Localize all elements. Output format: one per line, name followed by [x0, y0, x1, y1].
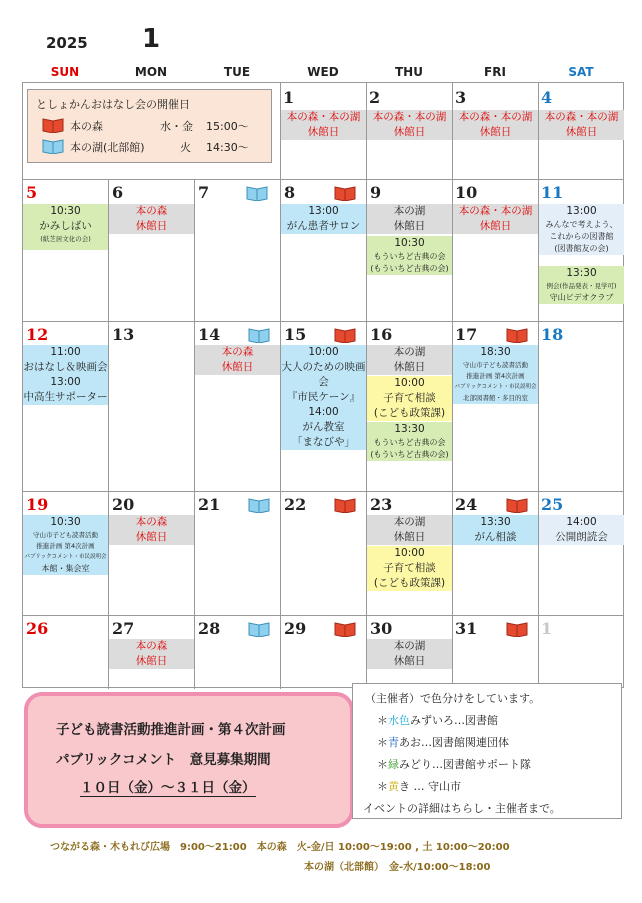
day-4: 4	[541, 88, 553, 107]
day-17: 17	[455, 325, 478, 344]
day-1: 1	[283, 88, 295, 107]
weekday-thu: THU	[395, 65, 423, 79]
red-book-icon	[506, 497, 528, 513]
footer-hours-1: つながる森・木もれび広場 9:00～21:00 本の森 火-金/日 10:00～19:00 , 土 10:00～20:00	[50, 842, 510, 853]
red-book-icon	[42, 117, 64, 133]
red-book-icon	[334, 327, 356, 343]
day-3: 3	[455, 88, 467, 107]
day-next-1: 1	[541, 619, 553, 638]
notice-line-3: １０日（金）～３１日（金）	[80, 776, 256, 797]
day-12: 12	[26, 325, 49, 344]
red-book-icon	[506, 327, 528, 343]
day-15: 15	[284, 325, 307, 344]
red-book-icon	[334, 621, 356, 637]
blue-book-icon	[42, 138, 64, 154]
legend-time-mizuumi: 14:30〜	[206, 141, 249, 154]
note-line-6: イベントの詳細はちらし・主催者まで。	[363, 802, 561, 815]
note-line-1: （主催者）で色分けをしています。	[365, 692, 541, 705]
legend-title: としょかんおはなし会の開催日	[36, 98, 190, 111]
blue-book-icon	[248, 327, 270, 343]
day-28: 28	[198, 619, 221, 638]
day-9: 9	[370, 183, 382, 202]
footer-hours-2: 本の湖（北部館） 金-水/10:00～18:00	[304, 862, 491, 873]
closed-1: 本の森・本の湖 休館日	[281, 110, 366, 140]
event-11b: 13:30 例会(作品発表・見学可) 守山ビデオクラブ	[539, 266, 624, 304]
month: 1	[142, 24, 161, 54]
day-31: 31	[455, 619, 478, 638]
weekday-fri: FRI	[484, 65, 506, 79]
day-21: 21	[198, 495, 221, 514]
event-11a: 13:00 みんなで考えよう、 これからの図書館 (図書館友の会)	[539, 204, 624, 255]
day-14: 14	[198, 325, 221, 344]
red-book-icon	[506, 621, 528, 637]
blue-book-icon	[248, 497, 270, 513]
event-12: 11:00 おはなし＆映画会 13:00 中高生サポーター	[23, 346, 108, 403]
red-book-icon	[334, 185, 356, 201]
closed-20: 本の森 休館日	[109, 515, 194, 545]
day-20: 20	[112, 495, 135, 514]
day-23: 23	[370, 495, 393, 514]
closed-10: 本の森・本の湖 休館日	[453, 204, 538, 234]
day-6: 6	[112, 183, 124, 202]
color-legend-note: （主催者）で色分けをしています。 ＊水色みずいろ…図書館 ＊青あお…図書館関連団体 ＊緑みどり…図書館サポート隊 ＊黄き … 守山市 イベントの詳細はちらし・主催者まで。	[352, 683, 622, 819]
blue-book-icon	[246, 185, 268, 201]
closed-23: 本の湖 休館日	[367, 515, 452, 545]
day-5: 5	[26, 183, 38, 202]
legend-place-mizuumi: 本の湖(北部館)	[70, 141, 145, 154]
event-9: 10:30 もういちど古典の会 (もういちど古典の会)	[367, 236, 452, 275]
legend-time-mori: 15:00〜	[206, 120, 249, 133]
blue-book-icon	[248, 621, 270, 637]
event-16a: 10:00 子育て相談 (こども政策課)	[367, 376, 452, 421]
day-27: 27	[112, 619, 135, 638]
day-26: 26	[26, 619, 49, 638]
day-24: 24	[455, 495, 478, 514]
day-16: 16	[370, 325, 393, 344]
closed-30: 本の湖 休館日	[367, 639, 452, 669]
year: 2025	[46, 34, 88, 52]
day-7: 7	[198, 183, 210, 202]
day-10: 10	[455, 183, 478, 202]
legend-place-mori: 本の森	[70, 120, 103, 133]
weekday-sat: SAT	[568, 65, 594, 79]
day-25: 25	[541, 495, 564, 514]
notice-line-1: 子ども読書活動推進計画・第４次計画	[56, 722, 286, 738]
public-comment-notice	[24, 692, 354, 828]
legend-days-mori: 水・金	[160, 120, 193, 133]
closed-2: 本の森・本の湖 休館日	[367, 110, 452, 140]
day-19: 19	[26, 495, 49, 514]
day-29: 29	[284, 619, 307, 638]
event-23: 10:00 子育て相談 (こども政策課)	[367, 546, 452, 591]
event-16b: 13:30 もういちど古典の会 (もういちど古典の会)	[367, 422, 452, 461]
day-30: 30	[370, 619, 393, 638]
notice-line-2: パブリックコメント 意見募集期間	[56, 752, 271, 768]
day-11: 11	[541, 183, 564, 202]
closed-27: 本の森 休館日	[109, 639, 194, 669]
closed-6: 本の森 休館日	[109, 204, 194, 234]
closed-16: 本の湖 休館日	[367, 345, 452, 375]
event-24: 13:30 がん相談	[453, 515, 538, 545]
legend-days-mizuumi: 火	[180, 141, 191, 154]
storytime-legend	[27, 89, 272, 163]
weekday-sun: SUN	[50, 65, 80, 79]
weekday-wed: WED	[307, 65, 339, 79]
day-18: 18	[541, 325, 564, 344]
event-19: 10:30 守山市子ども読書活動 推進計画 第4次計画 パブリックコメント・市民説明会 本館・集会室	[24, 516, 107, 573]
closed-9: 本の湖 休館日	[367, 204, 452, 234]
closed-14: 本の森 休館日	[195, 345, 280, 375]
day-22: 22	[284, 495, 307, 514]
event-17: 18:30 守山市子ども読書活動 推進計画 第4次計画 パブリックコメント・市民説明会 北部図書館・多目的室	[454, 346, 537, 402]
day-2: 2	[369, 88, 381, 107]
event-5: 10:30 かみしばい (紙芝居文化の会)	[23, 204, 108, 250]
closed-3: 本の森・本の湖 休館日	[453, 110, 538, 140]
event-8: 13:00 がん患者サロン	[281, 204, 366, 234]
red-book-icon	[334, 497, 356, 513]
weekday-tue: TUE	[223, 65, 251, 79]
closed-4: 本の森・本の湖 休館日	[539, 110, 624, 140]
event-15: 10:00 大人のための映画会 『市民ケーン』 14:00 がん教室 「まなびや」	[281, 346, 366, 448]
day-8: 8	[284, 183, 296, 202]
event-25: 14:00 公開朗読会	[539, 515, 624, 545]
day-13: 13	[112, 325, 135, 344]
weekday-mon: MON	[134, 65, 168, 79]
